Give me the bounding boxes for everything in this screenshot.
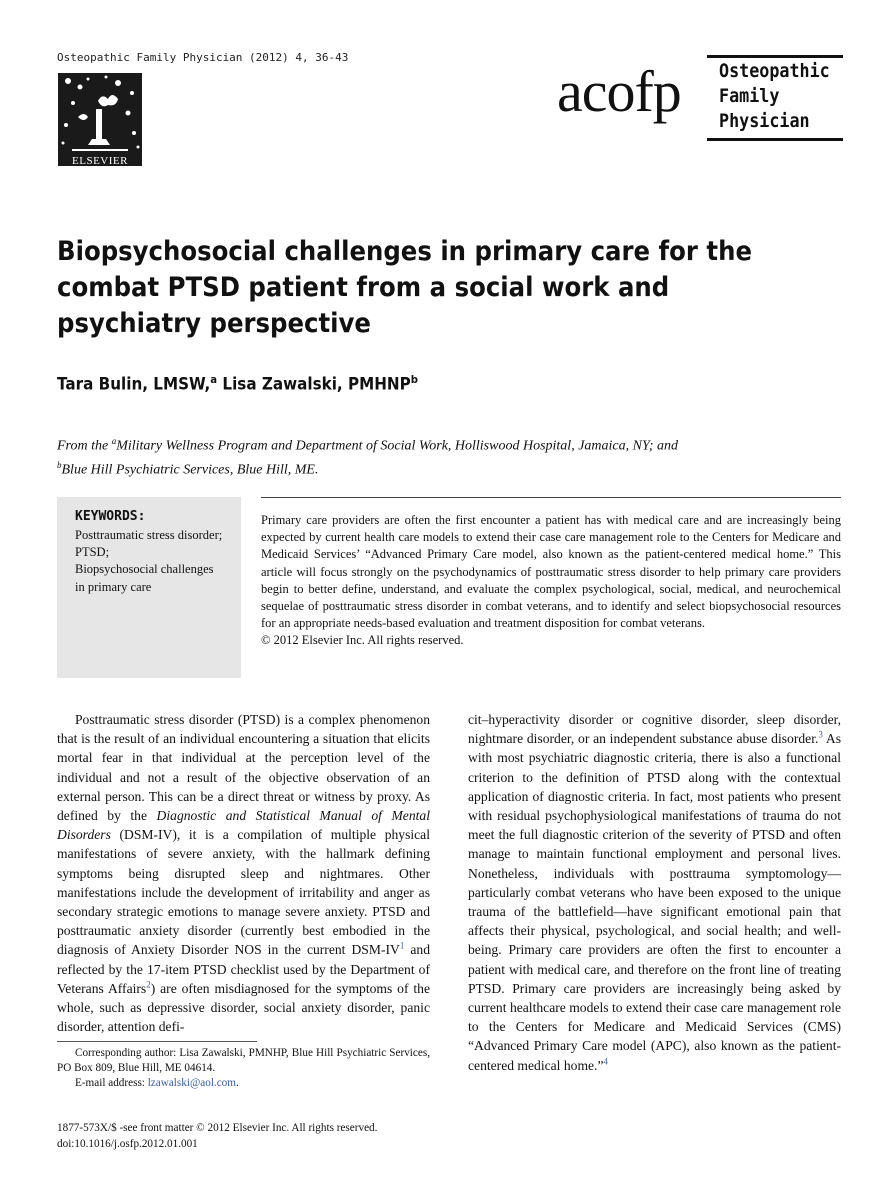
- doi-line[interactable]: doi:10.1016/j.osfp.2012.01.001: [57, 1138, 198, 1150]
- body-column-left: [57, 710, 430, 1036]
- affiliations: [57, 432, 847, 479]
- body-text: cit–hyperactivity disorder or cognitive disorder, sleep disorder, nightmare disorder, or an independent substance abuse disorder.: [468, 712, 841, 747]
- affiliation-from: From the: [57, 438, 112, 454]
- reference-link[interactable]: 1: [399, 940, 405, 951]
- article-title: Biopsychosocial challenges in primary care for the combat PTSD patient from a social work and psychiatry perspective: [57, 236, 752, 339]
- footnote-rule: [57, 1041, 257, 1042]
- elsevier-tree-icon: [58, 73, 142, 166]
- keyword-item: Biopsychosocial challenges in primary care: [75, 562, 214, 594]
- body-text: and reflected by the 17-item PTSD checklist used by the Department of Veterans Affairs: [57, 942, 430, 996]
- author-name: Lisa Zawalski, PMHNP: [222, 374, 411, 394]
- reference-link[interactable]: 2: [146, 979, 151, 990]
- brand-subtitle-box: [707, 55, 843, 141]
- corresponding-author-note: Corresponding author: Lisa Zawalski, PMNHP, Blue Hill Psychiatric Services, PO Box 809, Blue Hill, ME 04614.: [57, 1047, 430, 1074]
- email-end: .: [235, 1077, 239, 1089]
- author-name: Tara Bulin, LMSW,: [57, 374, 211, 394]
- elsevier-logo: [58, 73, 142, 166]
- issn-line: 1877-573X/$ -see front matter © 2012 Elsevier Inc. All rights reserved.: [57, 1122, 378, 1134]
- email-note: [57, 1076, 430, 1091]
- front-matter-info: [57, 1120, 377, 1152]
- acofp-brand: [557, 51, 847, 139]
- author-list: [57, 373, 418, 394]
- elsevier-wordmark: ELSEVIER: [72, 155, 128, 166]
- reference-link[interactable]: 4: [603, 1056, 608, 1067]
- body-text: Posttraumatic stress disorder (PTSD) is a complex phenomenon that is the result of an individual encountering a situation that elicits mortal fear in that individual at the perception level of the individual and not a result of the objective observation of an external person. This can be a direct threat or witness by proxy. As defined by the: [57, 712, 430, 824]
- body-column-right: [468, 710, 841, 1075]
- footnotes: [57, 1046, 430, 1091]
- body-paragraph: [468, 710, 841, 1075]
- affiliation-marker: b: [410, 373, 418, 386]
- email-label: E-mail address:: [75, 1077, 148, 1089]
- journal-citation: Osteopathic Family Physician (2012) 4, 36-43: [57, 51, 349, 64]
- brand-line-3: Physician: [719, 110, 810, 132]
- affiliation-marker: a: [111, 436, 117, 446]
- body-text-italic: Diagnostic and Statistical Manual of Mental Disorders: [57, 808, 430, 843]
- affiliation-marker: b: [57, 459, 62, 470]
- brand-line-2: Family: [719, 85, 780, 107]
- body-text: (DSM-IV), it is a compilation of multiple physical manifestations of severe anxiety, with the hallmark defining symptoms being disrupted sleep and nightmares. Other manifestations include the development of irritability and anger as secondary strategic emotions to manage severe anxiety. PTSD and posttraumatic anxiety disorder (currently best embodied in the diagnosis of Anxiety Disorder NOS in the current DSM-IV: [57, 827, 430, 958]
- acofp-wordmark: acofp: [557, 59, 681, 124]
- keywords-box: [57, 497, 241, 678]
- affiliation-a: Military Wellness Program and Department of Social Work, Holliswood Hospital, Jamaica, NY; and: [116, 438, 679, 454]
- brand-line-1: Osteopathic: [719, 60, 830, 82]
- abstract: [261, 497, 841, 650]
- body-text: ) are often misdiagnosed for the symptoms of the whole, such as depressive disorder, social anxiety disorder, panic disorder, attention defi-: [57, 980, 430, 1035]
- keywords-list: [75, 527, 225, 596]
- email-link[interactable]: lzawalski@aol.com: [147, 1077, 236, 1089]
- keyword-item: Posttraumatic stress disorder;: [75, 528, 223, 542]
- keyword-item: PTSD;: [75, 545, 110, 560]
- keywords-heading: KEYWORDS:: [75, 509, 146, 524]
- affiliation-marker: a: [210, 373, 218, 386]
- affiliation-b: Blue Hill Psychiatric Services, Blue Hill, ME.: [61, 462, 319, 478]
- abstract-text: Primary care providers are often the first encounter a patient has with medical care and are increasingly being expected by current health care models to extend their case care management role to the Centers for Medicare and Medicaid Services’ “Advanced Primary Care model, also known as the patient-centered medical home.” This article will focus strongly on the psychodynamics of posttraumatic stress disorder to help primary care providers begin to better define, understand, and evaluate the complex psychological, social, medical, and neurochemical sequelae of posttraumatic stress disorder in combat veterans, and to identify and select biopsychosocial resources for an appropriate needs-based evaluation and treatment disposition for combat veterans.: [261, 513, 841, 631]
- reference-link[interactable]: 3: [818, 729, 823, 740]
- body-paragraph: [57, 710, 430, 1036]
- abstract-copyright: © 2012 Elsevier Inc. All rights reserved.: [261, 633, 464, 648]
- body-text: As with most psychiatric diagnostic criteria, there is also a functional criterion to the definition of PTSD along with the contextual application of diagnostic criteria. In fact, most patients who present with residual psychophysiological manifestations of trauma do not meet the full diagnostic criterion of the severity of PTSD and often manage to maintain functional employment and personal lives. Nonetheless, individuals with posttrauma symptomology—particularly combat veterans who have been exposed to the unique trauma of the battlefield—have significant emotional pain that affects their physical, psychological, and social health; and well-being. Primary care providers are often the first to encounter a patient with medical care, and therefore on the front line of treating PTSD. Primary care providers are increasingly being asked by current healthcare models to extend their case care management role to the Centers for Medicare and Medicaid Services (CMS) “Advanced Primary Care model (APC), also known as the patient-centered medical home.”: [468, 731, 841, 1073]
